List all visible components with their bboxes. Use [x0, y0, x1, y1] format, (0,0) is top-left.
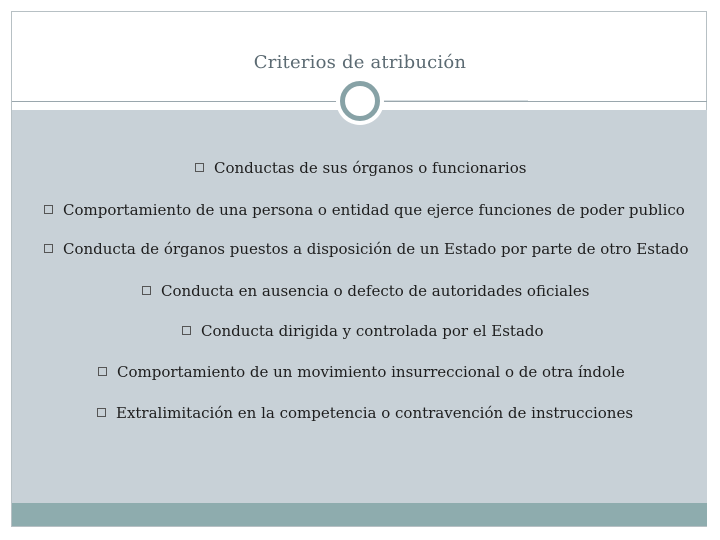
square-bullet-icon: [195, 163, 204, 172]
bullet-text: Conducta de órganos puestos a disposición de un Estado por parte de otro Estado: [63, 240, 689, 258]
bullet-text: Conductas de sus órganos o funcionarios: [214, 159, 527, 177]
bullet-item: [44, 239, 689, 259]
square-bullet-icon: [97, 408, 106, 417]
bullet-text: Extralimitación en la competencia o contravención de instrucciones: [116, 404, 634, 422]
bullet-item: [142, 281, 589, 301]
bullet-item: [97, 403, 633, 423]
bullet-item: [182, 321, 544, 341]
title-divider-accent: [382, 100, 528, 101]
square-bullet-icon: [98, 367, 107, 376]
bullet-item: [44, 200, 685, 220]
bullet-item: [195, 158, 526, 178]
bullet-text: Conducta en ausencia o defecto de autoridades oficiales: [161, 282, 590, 300]
square-bullet-icon: [44, 205, 53, 214]
square-bullet-icon: [182, 326, 191, 335]
square-bullet-icon: [142, 286, 151, 295]
footer-band: [12, 503, 707, 526]
ring-ornament-icon: [340, 81, 380, 121]
bullet-text: Conducta dirigida y controlada por el Estado: [201, 322, 544, 340]
slide-title: Criterios de atribución: [253, 52, 467, 73]
bullet-text: Comportamiento de un movimiento insurreccional o de otra índole: [117, 363, 625, 381]
bullet-item: [98, 362, 625, 382]
bullet-text: Comportamiento de una persona o entidad que ejerce funciones de poder publico: [63, 201, 685, 219]
square-bullet-icon: [44, 244, 53, 253]
